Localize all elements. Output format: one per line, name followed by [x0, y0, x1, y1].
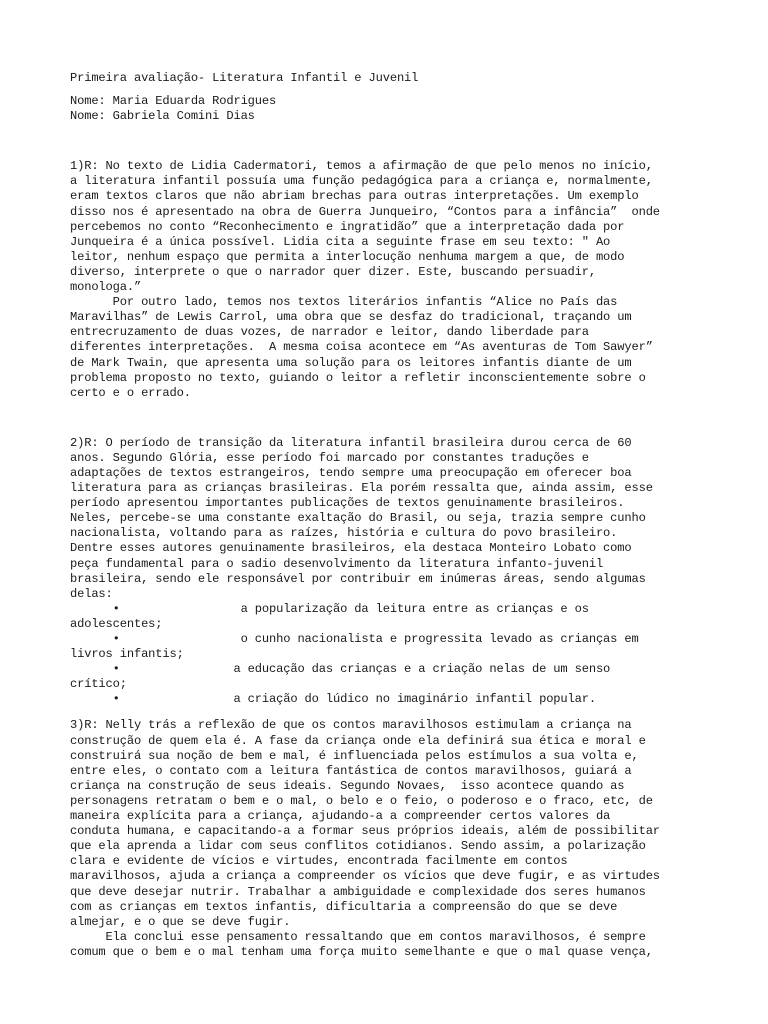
answer-3-line: 3)R: Nelly trás a reflexão de que os contos maravilhosos estimulam a criança na [70, 718, 632, 733]
bullet-item-continuation: adolescentes; [70, 616, 163, 631]
answer-1-line: diverso, interprete o que o narrador quer dizer. Este, buscando persuadir, [70, 264, 596, 279]
answer-2-line: literatura para as crianças brasileiras. Ela porém ressalta que, ainda assim, esse [70, 481, 653, 496]
answer-1-line: Maravilhas” de Lewis Carrol, uma obra que se desfaz do tradicional, traçando um [70, 310, 632, 325]
answer-3-line: conduta humana, e capacitando-a a formar seus próprios ideais, além de possibilitar [70, 824, 660, 839]
bullet-item: • a popularização da leitura entre as crianças e os [70, 601, 589, 616]
answer-1-line: monologa.” [70, 280, 142, 295]
answer-2-line: Dentre esses autores genuinamente brasileiros, ela destaca Monteiro Lobato como [70, 541, 632, 556]
document-page [70, 71, 710, 960]
answer-2-line: nacionalista, voltando para as raízes, história e cultura do povo brasileiro. [70, 526, 618, 541]
answer-2-line: anos. Segundo Glória, esse período foi marcado por constantes traduções e [70, 450, 589, 465]
answer-3-line: construção de quem ela é. A fase da criança onde ela definirá sua ética e moral e [70, 733, 646, 748]
answer-3-line: que deve desejar nutrir. Trabalhar a ambiguidade e complexidade dos seres humanos [70, 884, 646, 899]
answer-2-line: peça fundamental para o sadio desenvolvimento da literatura infanto-juvenil [70, 556, 604, 571]
answer-1 [70, 159, 710, 401]
answer-2-line: adaptações de textos estrangeiros, tendo sempre uma preocupação em oferecer boa [70, 465, 632, 480]
answer-1-line: leitor, nenhum espaço que permita a interlocução nenhuma margem a que, de modo [70, 249, 625, 264]
answer-3-line: maravilhosos, ajuda a criança a compreender os vícios que deve fugir, e as virtudes [70, 869, 660, 884]
answer-1-line: 1)R: No texto de Lidia Cadermatori, temos a afirmação de que pelo menos no início, [70, 159, 653, 174]
answer-3-line: personagens retratam o bem e o mal, o belo e o feio, o poderoso e o fraco, etc, de [70, 793, 653, 808]
answer-1-line: percebemos no conto “Reconhecimento e ingratidão” que a interpretação dada por [70, 219, 625, 234]
answer-3-line: maneira explícita para a criança, ajudando-a a compreender certos valores da [70, 809, 611, 824]
answer-2-line: 2)R: O período de transição da literatura infantil brasileira durou cerca de 60 [70, 435, 632, 450]
answer-3-line: criança na construção de seus ideais. Segundo Novaes, isso acontece quando as [70, 778, 625, 793]
bullet-item: • a educação das crianças e a criação nelas de um senso [70, 662, 611, 677]
answer-2 [70, 436, 710, 708]
answer-1-line: certo e o errado. [70, 385, 191, 400]
student-name-2: Nome: Gabriela Comini Dias [70, 109, 255, 124]
answer-1-line: de Mark Twain, que apresenta uma solução para os leitores infantis diante de um [70, 355, 632, 370]
answer-2-line: brasileira, sendo ele responsável por contribuir em inúmeras áreas, sendo algumas [70, 571, 646, 586]
answer-2-line: Neles, percebe-se uma constante exaltação do Brasil, ou seja, trazia sempre cunho [70, 511, 646, 526]
answer-3-line: Ela conclui esse pensamento ressaltando que em contos maravilhosos, é sempre [70, 929, 646, 944]
answer-3-line: que ela aprenda a lidar com seus conflitos cotidianos. Sendo assim, a polarização [70, 839, 646, 854]
document-title: Primeira avaliação- Literatura Infantil e Juvenil [70, 71, 419, 85]
bullet-item-continuation: livros infantis; [70, 647, 184, 662]
answer-3-line: clara e evidente de vícios e virtudes, encontrada facilmente em contos [70, 854, 568, 869]
answer-1-line: disso nos é apresentado na obra de Guerra Junqueiro, “Contos para a infância” onde [70, 204, 660, 219]
answer-1-line: Junqueira é a única possível. Lidia cita a seguinte frase em seu texto: " Ao [70, 234, 611, 249]
bullet-item: • o cunho nacionalista e progressita levado as crianças em [70, 632, 639, 646]
answer-1-line: a literatura infantil possuía uma função pedagógica para a criança e, normalmente, [70, 174, 653, 189]
answer-3-line: entre eles, o contato com a leitura fantástica de contos maravilhosos, guiará a [70, 763, 632, 778]
answer-3-line: almejar, e o que se deve fugir. [70, 914, 291, 929]
bullet-item: • a criação do lúdico no imaginário infantil popular. [70, 692, 596, 707]
student-name-1: Nome: Maria Eduarda Rodrigues [70, 94, 277, 109]
answer-1-line: entrecruzamento de duas vozes, de narrador e leitor, dando liberdade para [70, 325, 589, 340]
answer-1-line: eram textos claros que não abriam brechas para outras interpretações. Um exemplo [70, 189, 639, 204]
answer-3-line: comum que o bem e o mal tenham uma força muito semelhante e que o mal quase vença, [70, 944, 653, 959]
answer-3-line: com as crianças em textos infantis, dificultaria a compreensão do que se deve [70, 899, 618, 914]
answer-3-line: construirá sua noção de bem e mal, é influenciada pelos estímulos a sua volta e, [70, 748, 639, 763]
answer-2-line: delas: [70, 586, 113, 601]
answer-2-line: período apresentou importantes publicações de textos genuinamente brasileiros. [70, 496, 625, 511]
bullet-item-continuation: crítico; [70, 677, 127, 692]
answer-1-line: Por outro lado, temos nos textos literários infantis “Alice no País das [70, 295, 618, 310]
answer-1-line: diferentes interpretações. A mesma coisa acontece em “As aventuras de Tom Sawyer” [70, 340, 653, 355]
answer-1-line: problema proposto no texto, guiando o leitor a refletir inconscientemente sobre o [70, 370, 646, 385]
answer-3 [70, 718, 710, 960]
